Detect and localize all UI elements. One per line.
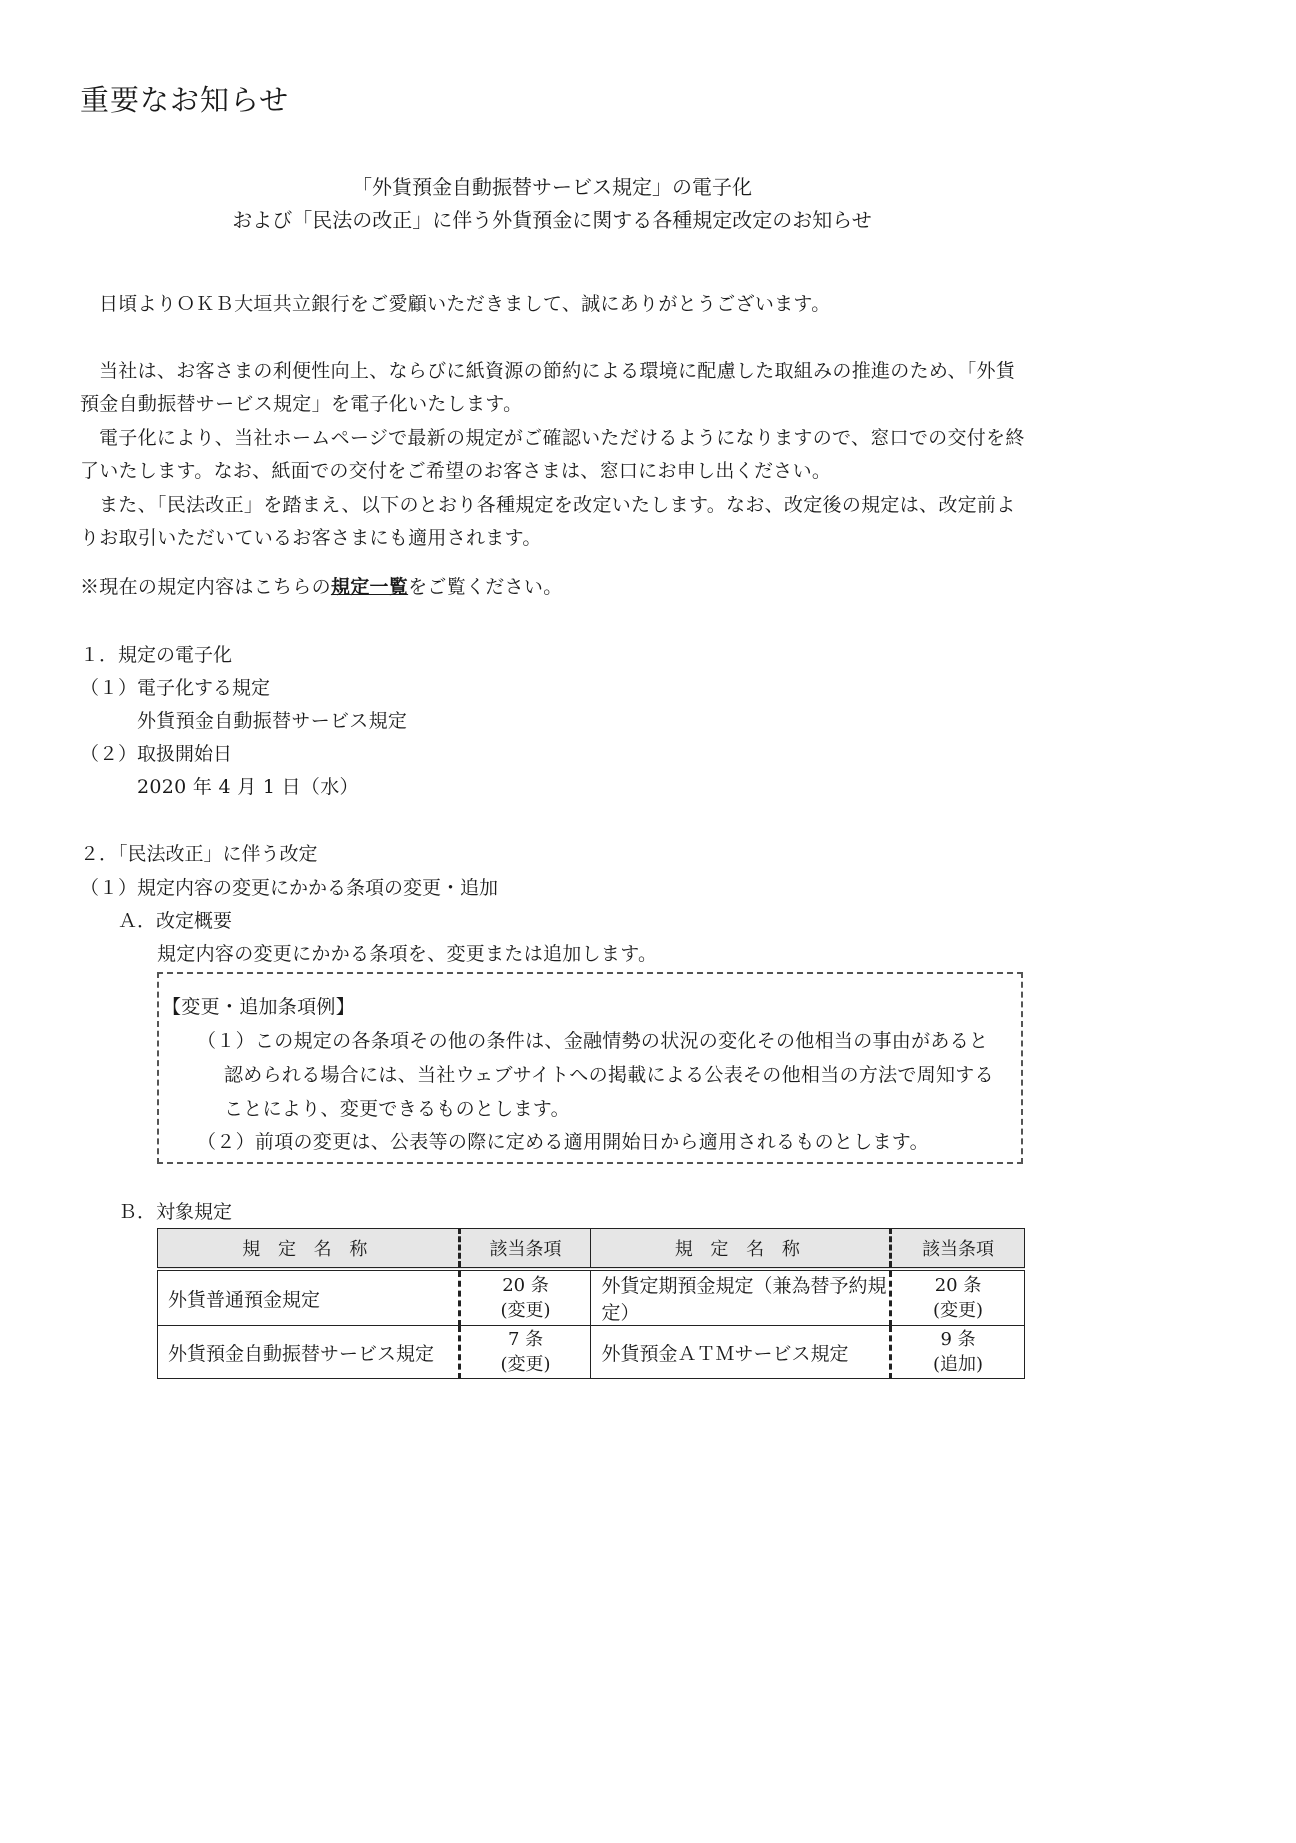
section-2-sub-a-label: Ａ．改定概要 xyxy=(118,910,233,932)
section-1-item-1-value: 外貨預金自動振替サービス規定 xyxy=(137,710,408,732)
clause-change-type: (変更) xyxy=(500,1300,551,1321)
example-clause-1-line-3: ことにより、変更できるものとします。 xyxy=(224,1098,570,1120)
column-header-clause-left: 該当条項 xyxy=(459,1229,591,1270)
clause-number: 20 条 xyxy=(502,1275,549,1296)
rules-note-suffix: をご覧ください。 xyxy=(408,576,563,598)
section-2-heading: ２．「民法改正」に伴う改定 xyxy=(80,843,318,865)
column-header-rule-name-left: 規 定 名 称 xyxy=(158,1229,460,1270)
clause-number: 20 条 xyxy=(934,1275,982,1296)
rule-name-cell: 外貨普通預金規定 xyxy=(158,1269,460,1326)
notice-subtitle-line2: および「民法の改正」に伴う外貨預金に関する各種規定改定のお知らせ xyxy=(232,208,872,232)
clause-cell xyxy=(459,1326,591,1379)
section-1-item-1-label: （１）電子化する規定 xyxy=(80,677,271,699)
notice-subtitle-line1: 「外貨預金自動振替サービス規定」の電子化 xyxy=(352,175,752,199)
paragraph-2-line-2: 了いたします。なお、紙面での交付をご希望のお客さまは、窓口にお申し出ください。 xyxy=(80,460,832,482)
section-1-item-2-value: 2020 年 4 月 1 日（水） xyxy=(137,776,359,798)
example-clause-title: 【変更・追加条項例】 xyxy=(162,996,356,1018)
rules-note xyxy=(80,572,563,599)
column-header-clause-right: 該当条項 xyxy=(891,1229,1025,1270)
paragraph-3-line-1: また、「民法改正」を踏まえ、以下のとおり各種規定を改定いたします。なお、改定後の規定は、改定前よ xyxy=(99,494,1016,516)
rule-name-cell: 外貨預金自動振替サービス規定 xyxy=(158,1326,460,1379)
paragraph-1-line-1: 当社は、お客さまの利便性向上、ならびに紙資源の節約による環境に配慮した取組みの推進のため、「外貨 xyxy=(99,360,1016,382)
column-header-rule-name-right: 規 定 名 称 xyxy=(591,1229,891,1270)
clause-change-type: (追加) xyxy=(933,1354,984,1375)
greeting-text: 日頃よりＯＫＢ大垣共立銀行をご愛顧いただきまして、誠にありがとうございます。 xyxy=(99,293,831,315)
section-2-item-1-label: （１）規定内容の変更にかかる条項の変更・追加 xyxy=(80,877,499,899)
section-1-heading: １．規定の電子化 xyxy=(80,644,233,666)
section-2-sub-a-text: 規定内容の変更にかかる条項を、変更または追加します。 xyxy=(157,943,658,965)
paragraph-1-line-2: 預金自動振替サービス規定」を電子化いたします。 xyxy=(80,393,523,415)
clause-cell xyxy=(891,1269,1025,1326)
rule-name-cell: 外貨定期預金規定（兼為替予約規定） xyxy=(591,1269,891,1326)
paragraph-3-line-2: りお取引いただいているお客さまにも適用されます。 xyxy=(80,527,542,549)
table-header-row xyxy=(158,1229,1025,1270)
clause-number: 7 条 xyxy=(507,1329,544,1350)
clause-number: 9 条 xyxy=(940,1329,976,1350)
paragraph-2-line-1: 電子化により、当社ホームページで最新の規定がご確認いただけるようになりますので、窓口での交付を終 xyxy=(99,427,1025,449)
rule-name-cell: 外貨預金ＡＴＭサービス規定 xyxy=(591,1326,891,1379)
target-rules-table xyxy=(157,1228,1025,1379)
clause-cell xyxy=(891,1326,1025,1379)
example-clause-1-line-2: 認められる場合には、当社ウェブサイトへの掲載による公表その他相当の方法で周知する xyxy=(224,1064,994,1086)
page-title: 重要なお知らせ xyxy=(80,83,290,117)
example-clause-1-line-1: （１）この規定の各条項その他の条件は、金融情勢の状況の変化その他相当の事由があると xyxy=(197,1030,989,1052)
table-row xyxy=(158,1269,1025,1326)
section-1-item-2-label: （２）取扱開始日 xyxy=(80,743,233,765)
clause-cell xyxy=(459,1269,591,1326)
section-2-sub-b-label: Ｂ．対象規定 xyxy=(118,1201,233,1223)
clause-change-type: (変更) xyxy=(933,1300,984,1321)
clause-change-type: (変更) xyxy=(500,1354,551,1375)
rules-list-link[interactable]: 規定一覧 xyxy=(330,576,409,598)
rules-note-prefix: ※現在の規定内容はこちらの xyxy=(80,576,331,598)
table-row xyxy=(158,1326,1025,1379)
example-clause-2: （２）前項の変更は、公表等の際に定める適用開始日から適用されるものとします。 xyxy=(197,1131,929,1153)
